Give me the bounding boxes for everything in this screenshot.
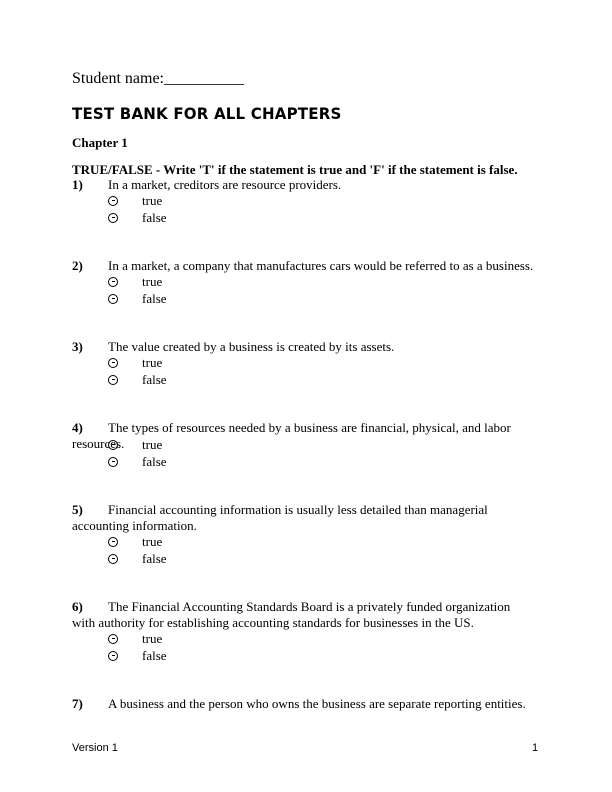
- footer-page-number: 1: [532, 742, 539, 754]
- option-label: false: [142, 454, 167, 469]
- footer-version: Version 1: [72, 742, 118, 754]
- option-label: false: [142, 210, 167, 225]
- radio-icon[interactable]: [108, 196, 118, 206]
- question-text: In a market, creditors are resource providers.: [108, 177, 342, 192]
- question-5: [72, 502, 522, 534]
- question-text: A business and the person who owns the business are separate reporting entities.: [108, 696, 526, 711]
- question-number: 7): [72, 696, 83, 711]
- question-number: 3): [72, 339, 83, 354]
- option-true[interactable]: [108, 193, 162, 209]
- radio-icon[interactable]: [108, 537, 118, 547]
- option-label: true: [142, 437, 163, 452]
- question-text: The value created by a business is created by its assets.: [108, 339, 395, 354]
- option-label: true: [142, 631, 163, 646]
- question-text: In a market, a company that manufactures cars would be referred to as a business.: [108, 258, 534, 273]
- option-label: false: [142, 551, 167, 566]
- radio-icon[interactable]: [108, 294, 118, 304]
- question-number: 2): [72, 258, 83, 273]
- question-text: Financial accounting information is usually less detailed than managerial accounting information.: [72, 502, 488, 533]
- option-label: true: [142, 193, 163, 208]
- option-false[interactable]: [108, 372, 167, 388]
- option-label: false: [142, 372, 167, 387]
- page-title: TEST BANK FOR ALL CHAPTERS: [72, 104, 342, 123]
- radio-icon[interactable]: [108, 457, 118, 467]
- option-label: false: [142, 648, 167, 663]
- option-true[interactable]: [108, 355, 162, 371]
- option-true[interactable]: [108, 437, 162, 453]
- radio-icon[interactable]: [108, 651, 118, 661]
- question-2: [72, 258, 542, 274]
- option-true[interactable]: [108, 534, 162, 550]
- option-label: false: [142, 291, 167, 306]
- option-true[interactable]: [108, 274, 162, 290]
- question-number: 6): [72, 599, 83, 614]
- question-number: 5): [72, 502, 83, 517]
- option-label: true: [142, 534, 163, 549]
- radio-icon[interactable]: [108, 634, 118, 644]
- question-text: The types of resources needed by a business are financial, physical, and labor resources.: [72, 420, 511, 451]
- option-false[interactable]: [108, 210, 167, 226]
- question-3: [72, 339, 542, 355]
- option-false[interactable]: [108, 291, 167, 307]
- radio-icon[interactable]: [108, 375, 118, 385]
- question-number: 1): [72, 177, 83, 192]
- radio-icon[interactable]: [108, 213, 118, 223]
- section-instructions: TRUE/FALSE - Write 'T' if the statement is true and 'F' if the statement is false.: [72, 162, 518, 177]
- question-number: 4): [72, 420, 83, 435]
- option-false[interactable]: [108, 454, 167, 470]
- option-label: true: [142, 274, 163, 289]
- student-name-label: Student name:__________: [72, 70, 244, 87]
- option-false[interactable]: [108, 551, 167, 567]
- question-text: The Financial Accounting Standards Board is a privately funded organization with authority for establishing accounting standards for businesses in the US.: [72, 599, 511, 630]
- radio-icon[interactable]: [108, 440, 118, 450]
- question-6: [72, 599, 512, 631]
- question-7: [72, 696, 542, 712]
- radio-icon[interactable]: [108, 277, 118, 287]
- radio-icon[interactable]: [108, 554, 118, 564]
- option-true[interactable]: [108, 631, 162, 647]
- question-1: [72, 177, 542, 193]
- option-false[interactable]: [108, 648, 167, 664]
- radio-icon[interactable]: [108, 358, 118, 368]
- chapter-heading: Chapter 1: [72, 135, 128, 150]
- option-label: true: [142, 355, 163, 370]
